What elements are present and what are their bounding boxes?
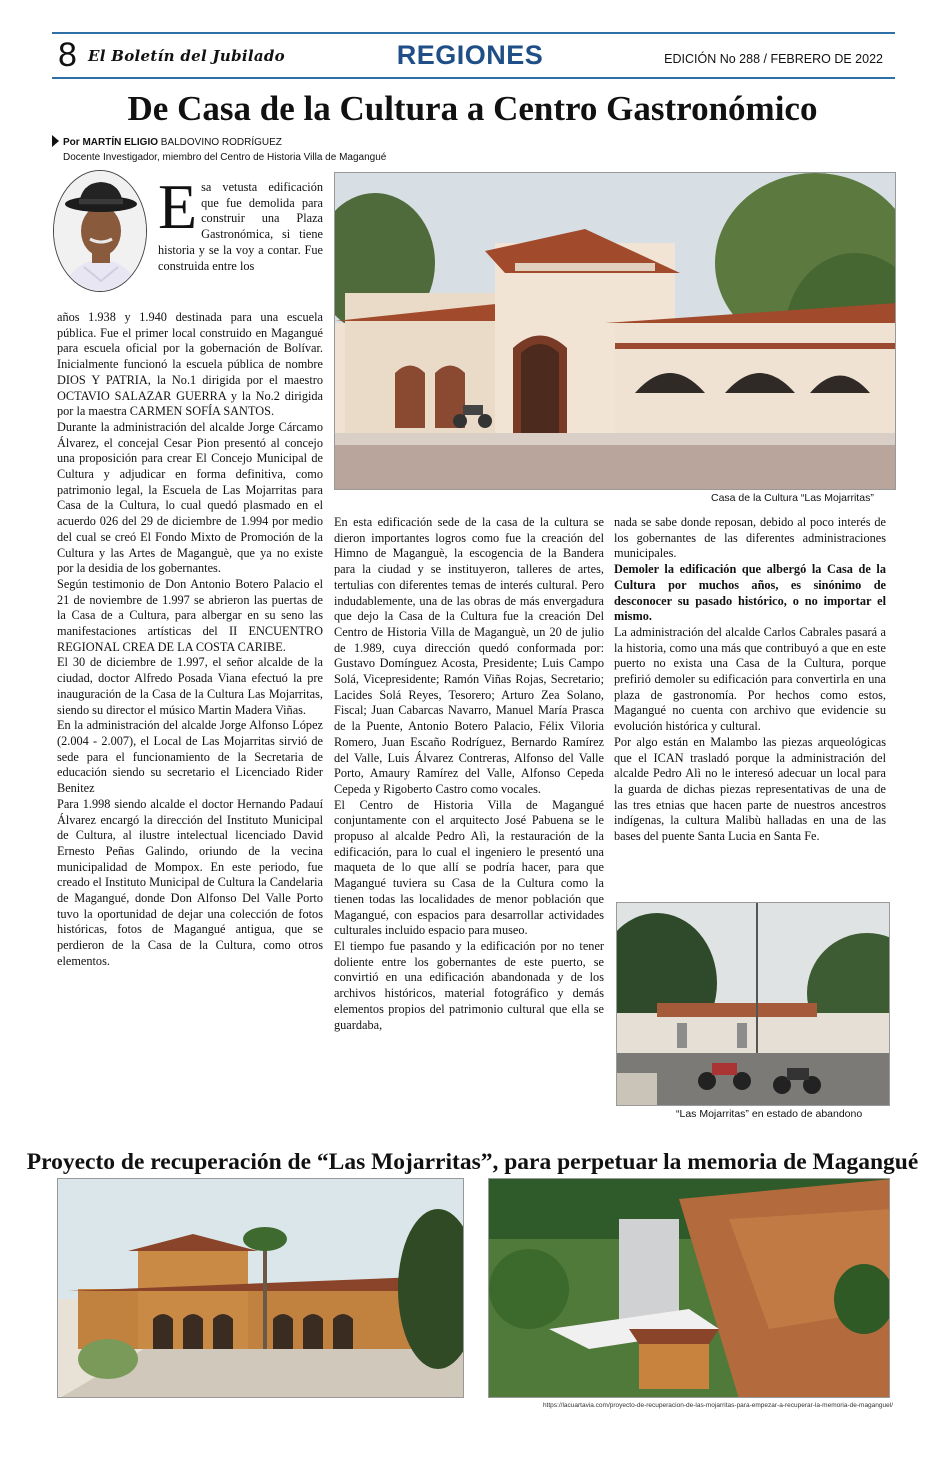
project-headline: Proyecto de recuperación de “Las Mojarritas”, para perpetuar la memoria de Magangué bbox=[26, 1149, 919, 1175]
paragraph-bold: Demoler la edificación que albergó la Casa de la Cultura por muchos años, es sinónimo de desconocer su pasado histórico, o no importar el mismo. bbox=[614, 562, 886, 624]
byline-arrow-icon bbox=[52, 135, 59, 147]
author-portrait bbox=[53, 170, 147, 292]
masthead-top-rule bbox=[52, 32, 895, 34]
author-role: Docente Investigador, miembro del Centro de Historia Villa de Magangué bbox=[63, 152, 387, 163]
main-photo-caption: Casa de la Cultura “Las Mojarritas” bbox=[711, 492, 874, 504]
abandoned-building-photo bbox=[616, 902, 890, 1106]
abandoned-photo-caption: “Las Mojarritas” en estado de abandono bbox=[676, 1108, 863, 1120]
article-column-1 bbox=[57, 310, 323, 970]
paragraph: El 30 de diciembre de 1.997, el señor alcalde de la ciudad, doctor Alfredo Posada Viana efectuó la pre inauguración de la Casa de la Cultura Las Mojarritas, siendo su director el músico Martin Madera Viñas. bbox=[57, 655, 323, 717]
paragraph: años 1.938 y 1.940 destinada para una escuela pública. Fue el primer local construido en Magangué para escuela oficial por la gobernación de Bolívar. Inicialmente funcionó la escuela pública de nombre DIOS Y PATRIA, la No.1 dirigida por el maestro OCTAVIO SALAZAR GUERRA y la No.2 dirigida por la maestra CARMEN SOFÍA SANTOS. bbox=[57, 310, 323, 419]
paragraph: La administración del alcalde Carlos Cabrales pasará a la historia, como una más que contribuyó a que en este puerto no exista una Casa de la Cultura, porque prefirió demoler su edificación para convertirla en una plaza de gastronomía. Por hechos como estos, Magangué no cuenta con archivo que evidencie su evolución histórica y cultural. bbox=[614, 624, 886, 734]
article-intro bbox=[158, 171, 323, 274]
project-render-front bbox=[57, 1178, 464, 1398]
byline-author-last: BALDOVINO RODRÍGUEZ bbox=[158, 137, 282, 148]
page-number: 8 bbox=[58, 36, 77, 74]
intro-text: sa vetusta edificación que fue demolida para construir una Plaza Gastronómica, si tiene historia y se la voy a contar. Fue construida entre los bbox=[158, 180, 323, 273]
source-url: https://lacuartavia.com/proyecto-de-recuperacion-de-las-mojarritas-para-empezar-a-recuperar-la-memoria-de-maganguel/ bbox=[542, 1402, 893, 1409]
paragraph: En esta edificación sede de la casa de la cultura se dieron importantes logros como fue la creación del Himno de Maganguè, la escogencia de la Bandera para la ciudad y se instituyeron, talleres de artes, tertulias con diferentes temas de interés cultural. Pero indudablemente, una de las obras de más envergadura que dejo la Casa de la Cultura fue la creación Del Centro de Historia Villa de Maganguè, un 20 de julio de 1.989, cuya dirección quedó conformada por: Gustavo Domínguez Acosta, Presidente; Luis Campo Solá, Vicepresidente; Ramón Viñas Rojas, Secretario; Lacides Solá Reyes, Tesorero; Arturo Zea Solano, Fiscal; Juan Cabarcas Navarro, Manuel María Prasca de la Puente, Antonio Botero Palacio, Félix Viloria Romero, Juan Escaño Rodríguez, Bernardo Ramírez del Valle, Luis Álvarez Contreras, Alfonso del Valle Porto, Amaury Ramírez del Valle, Alfonso Cepeda Cepeda y Rigoberto Castro como vocales. bbox=[334, 515, 604, 796]
paragraph: El Centro de Historia Villa de Magangué conjuntamente con el arquitecto José Pabuena se le propuso al alcalde Pedro Alì, la restauración de la edificación, para lo cual el ingeniero le presentó una maqueta de lo que allí se podría hacer, para que Magangué tuviera su Casa de la Cultura como la tienen todas las localidades de menor población que Magangué, con espacios para desarrollar actividades culturales incluido espacio para museo. bbox=[334, 797, 604, 938]
paragraph: El tiempo fue pasando y la edificación por no tener doliente entre los gobernantes de este puerto, se convirtió en una edificación abandonada y de los archivos históricos, material fotográfico y demás elementos propios del patrimonio cultural que ella se guardaba, bbox=[334, 938, 604, 1032]
drop-cap: E bbox=[158, 171, 198, 242]
paragraph: Por algo están en Malambo las piezas arqueológicas que el ICAN trasladó porque la administración del alcalde Pedro Alì no le interesó adecuar un local para la guarda de dichas piezas representativas de una de las tres etnias que hacen parte de nuestros ancestros indígenas, la cultura Malibù halladas en una de las bases del puente Santa Lucia en Santa Fe. bbox=[614, 734, 886, 844]
project-render-aerial bbox=[488, 1178, 890, 1398]
paragraph: Durante la administración del alcalde Jorge Cárcamo Álvarez, el concejal Cesar Pion presentó al concejo una proposición para crear El Concejo Municipal de Cultura y adjudicar en forma definitiva, como patrimonio legal, la Escuela de Las Mojarritas para Casa de la Cultura, lo cual quedó plasmado en el acuerdo 026 del 29 de diciembre de 1.994 por medio del cual se creó El Fondo Mixto de Promoción de la Cultura y las Artes de Maganguè, que ya no existe por la desidia de los gobernantes. bbox=[57, 419, 323, 576]
paragraph: nada se sabe donde reposan, debido al poco interés de los gobernantes de las diferentes administraciones municipales. bbox=[614, 515, 886, 561]
main-building-photo bbox=[334, 172, 896, 490]
article-headline: De Casa de la Cultura a Centro Gastronómico bbox=[127, 89, 818, 128]
article-column-2 bbox=[334, 515, 604, 1033]
paragraph: Según testimonio de Don Antonio Botero Palacio el 21 de noviembre de 1.997 se abrieron las puertas de la Casa de a Cultura, para albergar en su seno las manifestaciones artísticas del II ENCUENTRO REGIONAL CREA DE LA COSTA CARIBE. bbox=[57, 576, 323, 654]
byline-author-first: Por MARTÍN ELIGIO bbox=[63, 137, 158, 148]
section-title: REGIONES bbox=[396, 40, 544, 70]
paragraph: Para 1.998 siendo alcalde el doctor Hernando Padauí Álvarez encargó la dirección del Instituto Municipal de Cultura, al ilustre intelectual licenciado David Ernesto Peñas Galindo, oriundo de la vecina municipalidad de Mompox. En este periodo, fue creado el Instituto Municipal de Cultura la Candelaria de Magangué, donde Don Alfonso Del Valle Porto tuvo la oportunidad de dejar una colección de fotos históricas, fotos de Magangué antigua, que se perdieron de la Casa de la Cultura, como otros elementos. bbox=[57, 796, 323, 968]
byline bbox=[52, 135, 386, 165]
article-column-3 bbox=[614, 515, 886, 845]
publication-name: El Boletín del Jubilado bbox=[88, 47, 285, 65]
edition-info: EDICIÓN No 288 / FEBRERO DE 2022 bbox=[664, 52, 883, 66]
masthead-bottom-rule bbox=[52, 77, 895, 79]
paragraph: En la administración del alcalde Jorge Alfonso López (2.004 - 2.007), el Local de Las Mojarritas sirvió de sede para el funcionamiento de la Secretaria de educación siendo su secretario el Licenciado Rider Benitez bbox=[57, 718, 323, 796]
